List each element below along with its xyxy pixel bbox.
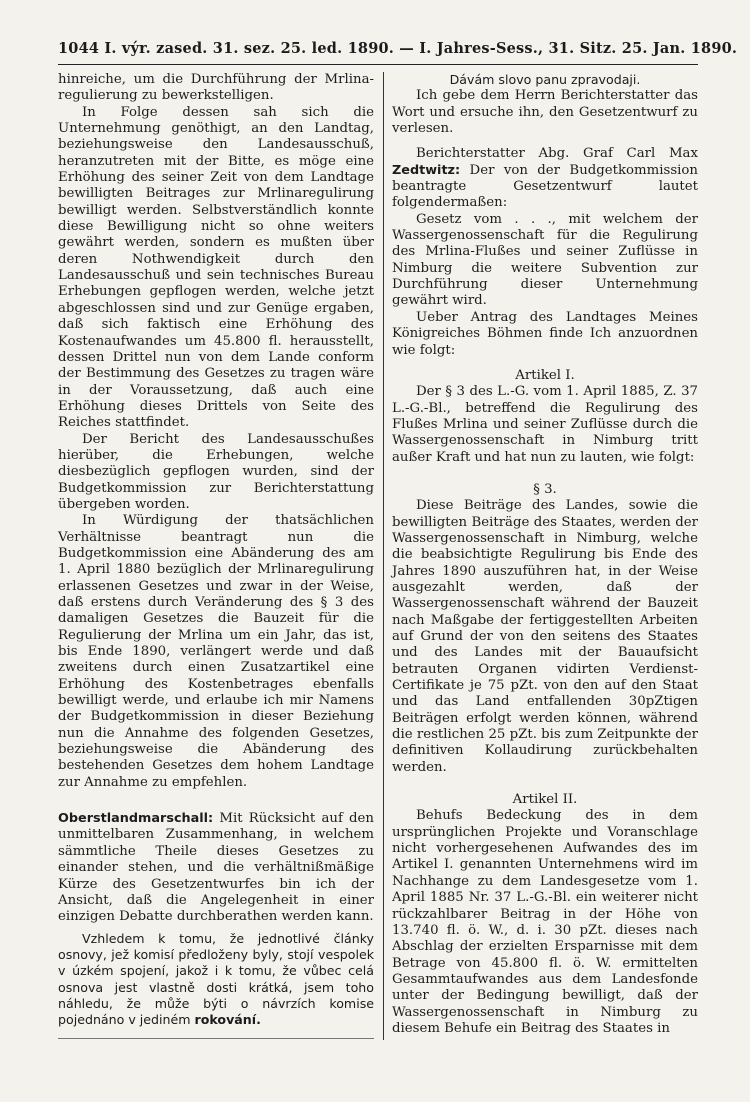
reporter-name: Zedtwitz: [392,162,461,178]
speaker-name: Oberstlandmarschall: [58,811,214,827]
article-2-title: Artikel II. [512,792,578,808]
left-paragraph-4: In Würdigung der thatsächlichen Verhältnisse beantragt nun die Budgetkommission eine Abänderung des am 1. April 1880 bezüglich der Mrlinaregulirung erlassenen Gesetzes und zwar in der Weise, daß erstens durch Veränderung des § 3 des damaligen Gesetzes die Bauzeit für die Regulierung der Mrlina um ein Jahr, das ist, bis Ende 1890, verlängert werde und daß zweitens durch einen Zusatzartikel eine Erhöhung des Kostenbetrages ebenfalls bewilligt werde, und erlaube ich mir Namens der Budgetkommission in dieser Beziehung nun die Annahme des folgenden Gesetzes, beziehungsweise die Abänderung des bestehenden Gesetzes dem hohem Landtage zur Annahme zu empfehlen. [58,513,374,790]
reporter-title: Berichterstatter Abg. Graf Carl Max [416,146,698,162]
left-paragraph-5 [58,811,374,925]
right-paragraph-5: Ueber Antrag des Landtages Meines Königreiches Böhmen finde Ich anzuordnen wie folgt: [392,309,698,358]
right-column [392,72,698,1037]
reporter-text: Der von der Budgetkommission beantragte Gesetzentwurf lautet folgendermaßen: [392,162,698,211]
article-1-text: Der § 3 des L.-G. vom 1. April 1885, Z. 37 L.-G.-Bl., betreffend die Regulirung des Flußes Mrlina und seiner Zuflüsse durch die Wassergenossenschaft in Nimburg tritt außer Kraft und hat nun zu lauten, wie folgt: [392,384,698,465]
footer-rule-left [58,1038,374,1039]
right-paragraph-1: Dávám slovo panu zpravodaji. [449,72,641,87]
right-paragraph-4: Gesetz vom . . ., mit welchem der Wassergenossenschaft für die Regulirung des Mrlina-Flußes und seiner Zuflüsse in Nimburg die weitere Subvention zur Durchführung dieser Unternehmung gewährt wird. [392,211,698,309]
section-3-title: § 3. [533,481,557,497]
running-header: 1044 I. výr. zased. 31. sez. 25. led. 1890. — I. Jahres-Sess., 31. Sitz. 25. Jan. 1890. [58,40,738,57]
left-paragraph-3: Der Bericht des Landesausschußes hierüber, die Erhebungen, welche diesbezüglich gepflogen wurden, sind der Budgetkommission zur Berichterstattung übergeben worden. [58,431,374,512]
left-paragraph-1: hinreiche, um die Durchführung der Mrlina-regulierung zu bewerkstelligen. [58,72,374,104]
left-column [58,72,374,1029]
czech-text: Vzhledem k tomu, že jednotlivé články osnovy, jež komisí předloženy byly, stojí vespolek v úzkém spojení, jakož i k tomu, že vůbec celá osnova jest vlastně dosti krátká, jsem toho náhledu, že může býti o návrzích komise pojednáno v jediném [58,930,374,1028]
right-paragraph-3 [392,146,698,211]
article-2-text: Behufs Bedeckung des in dem ursprünglichen Projekte und Voranschlage nicht vorhergesehenen Aufwandes des im Artikel I. genannten Unternehmens wird im Nachhange zu dem Landesgesetze vom 1. April 1885 Nr. 37 L.-G.-Bl. ein weiterer nicht rückzahlbarer Beitrag in der Höhe von 13.740 fl. ö. W., d. i. 30 pZt. dieses nach Abschlag der erzielten Ersparnisse mit dem Betrage von 45.800 fl. ö. W. ermittelten Gesammtaufwandes aus dem Landesfonde unter der Bedingung bewilligt, daß der Wassergenossenschaft in Nimburg zu diesem Behufe ein Beitrag des Staates in [392,808,698,1036]
left-paragraph-6 [58,931,374,1029]
right-paragraph-2: Ich gebe dem Herrn Berichterstatter das Wort und ersuche ihn, den Gesetzentwurf zu verlesen. [392,88,698,137]
header-rule [58,64,698,65]
czech-text-end: rokování. [194,1012,261,1028]
article-1-title: Artikel I. [515,367,575,383]
left-paragraph-2: In Folge dessen sah sich die Unternehmung genöthigt, an den Landtag, beziehungsweise den Landesausschuß, heranzutreten mit der Bitte, es möge eine Erhöhung des seiner Zeit von dem Landtage bewilligten Beitrages zur Mrlinaregulirung bewilligt werden. Selbstverständlich konnte diese Bewilligung nicht so ohne weiters gewährt werden, sondern es mußten über deren Nothwendigkeit durch den Landesausschuß und sein technisches Bureau Erhebungen gepflogen werden, welche jetzt abgeschlossen sind und zur Genüge ergaben, daß sich faktisch eine Erhöhung des Kostenaufwandes um 45.800 fl. herausstellt, dessen Drittel nun von dem Lande conform der Bestimmung des Gesetzes zu tragen wäre in der Voraussetzung, daß auch eine Erhöhung dieses Drittels von Seite des Reiches stattfindet. [58,104,374,431]
section-3-text: Diese Beiträge des Landes, sowie die bewilligten Beiträge des Staates, werden der Wassergenossenschaft in Nimburg, welche die beabsichtigte Regulirung bis Ende des Jahres 1890 auszuführen hat, in der Weise ausgezahlt werden, daß der Wassergenossenschaft während der Bauzeit nach Maßgabe der fertiggestellten Arbeiten auf Grund der von den seitens des Staates und des Landes mit der Bauaufsicht betrauten Organen vidirten Verdienst-Certifikate je 75 pZt. von den auf den Staat und das Land entfallenden 30pZtigen Beiträgen erfolgt werden können, während die restlichen 25 pZt. bis zum Zeitpunkte der definitiven Kollaudirung zurückbehalten werden. [392,498,698,775]
column-divider [383,72,384,1040]
speaker-text: Mit Rücksicht auf den unmittelbaren Zusammenhang, in welchem sämmtliche Theile dieses Gesetzes zu einander stehen, und die verhältnißmäßige Kürze des Gesetzentwurfes bin ich der Ansicht, daß die Angelegenheit in einer einzigen Debatte durchberathen werden kann. [58,811,374,925]
